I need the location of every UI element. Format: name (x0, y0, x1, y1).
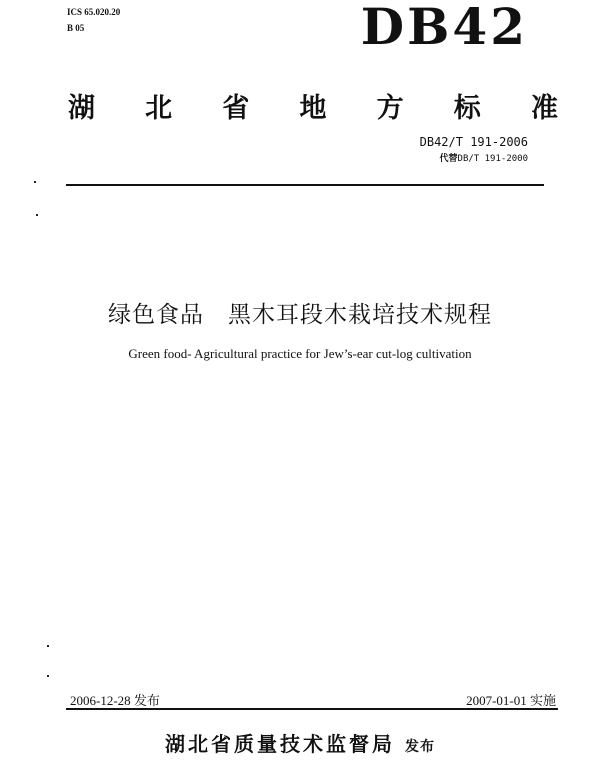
replaces-note (440, 151, 528, 164)
publish-date: 2006-12-28 发布 (70, 693, 160, 708)
standard-type-char: 地 (299, 93, 327, 124)
standard-type-char: 北 (145, 93, 173, 124)
scan-speck (47, 675, 49, 677)
replaces-number: DB/T 191-2000 (457, 154, 528, 164)
standard-type-char: 方 (376, 93, 404, 124)
issuer (0, 728, 600, 757)
scan-speck (36, 214, 38, 216)
standard-type-char: 准 (530, 93, 558, 124)
english-title: Green food- Agricultural practice for Jew’s-ear cut-log cultivation (128, 346, 472, 361)
header-divider (66, 184, 544, 186)
implement-date: 2007-01-01 实施 (466, 693, 556, 708)
standard-type-char: 标 (453, 93, 481, 124)
issuer-name: 湖北省质量技术监督局 (165, 732, 395, 756)
replaces-label: 代替 (439, 154, 458, 164)
issuer-suffix: 发布 (405, 739, 435, 755)
chinese-title: 绿色食品 黑木耳段木栽培技术规程 (108, 302, 492, 328)
ics-code: ICS 65.020.20 (67, 7, 121, 17)
footer-divider (66, 708, 558, 710)
standard-type-char: 湖 (68, 93, 95, 124)
scan-speck (47, 645, 49, 647)
standard-type-char: 省 (222, 93, 250, 124)
ccs-code: B 05 (67, 23, 85, 33)
standard-type-title (68, 86, 558, 125)
scan-speck (34, 181, 36, 183)
standard-number: DB42/T 191-2006 (419, 135, 528, 149)
standard-code-logo: DB42 (360, 0, 528, 56)
